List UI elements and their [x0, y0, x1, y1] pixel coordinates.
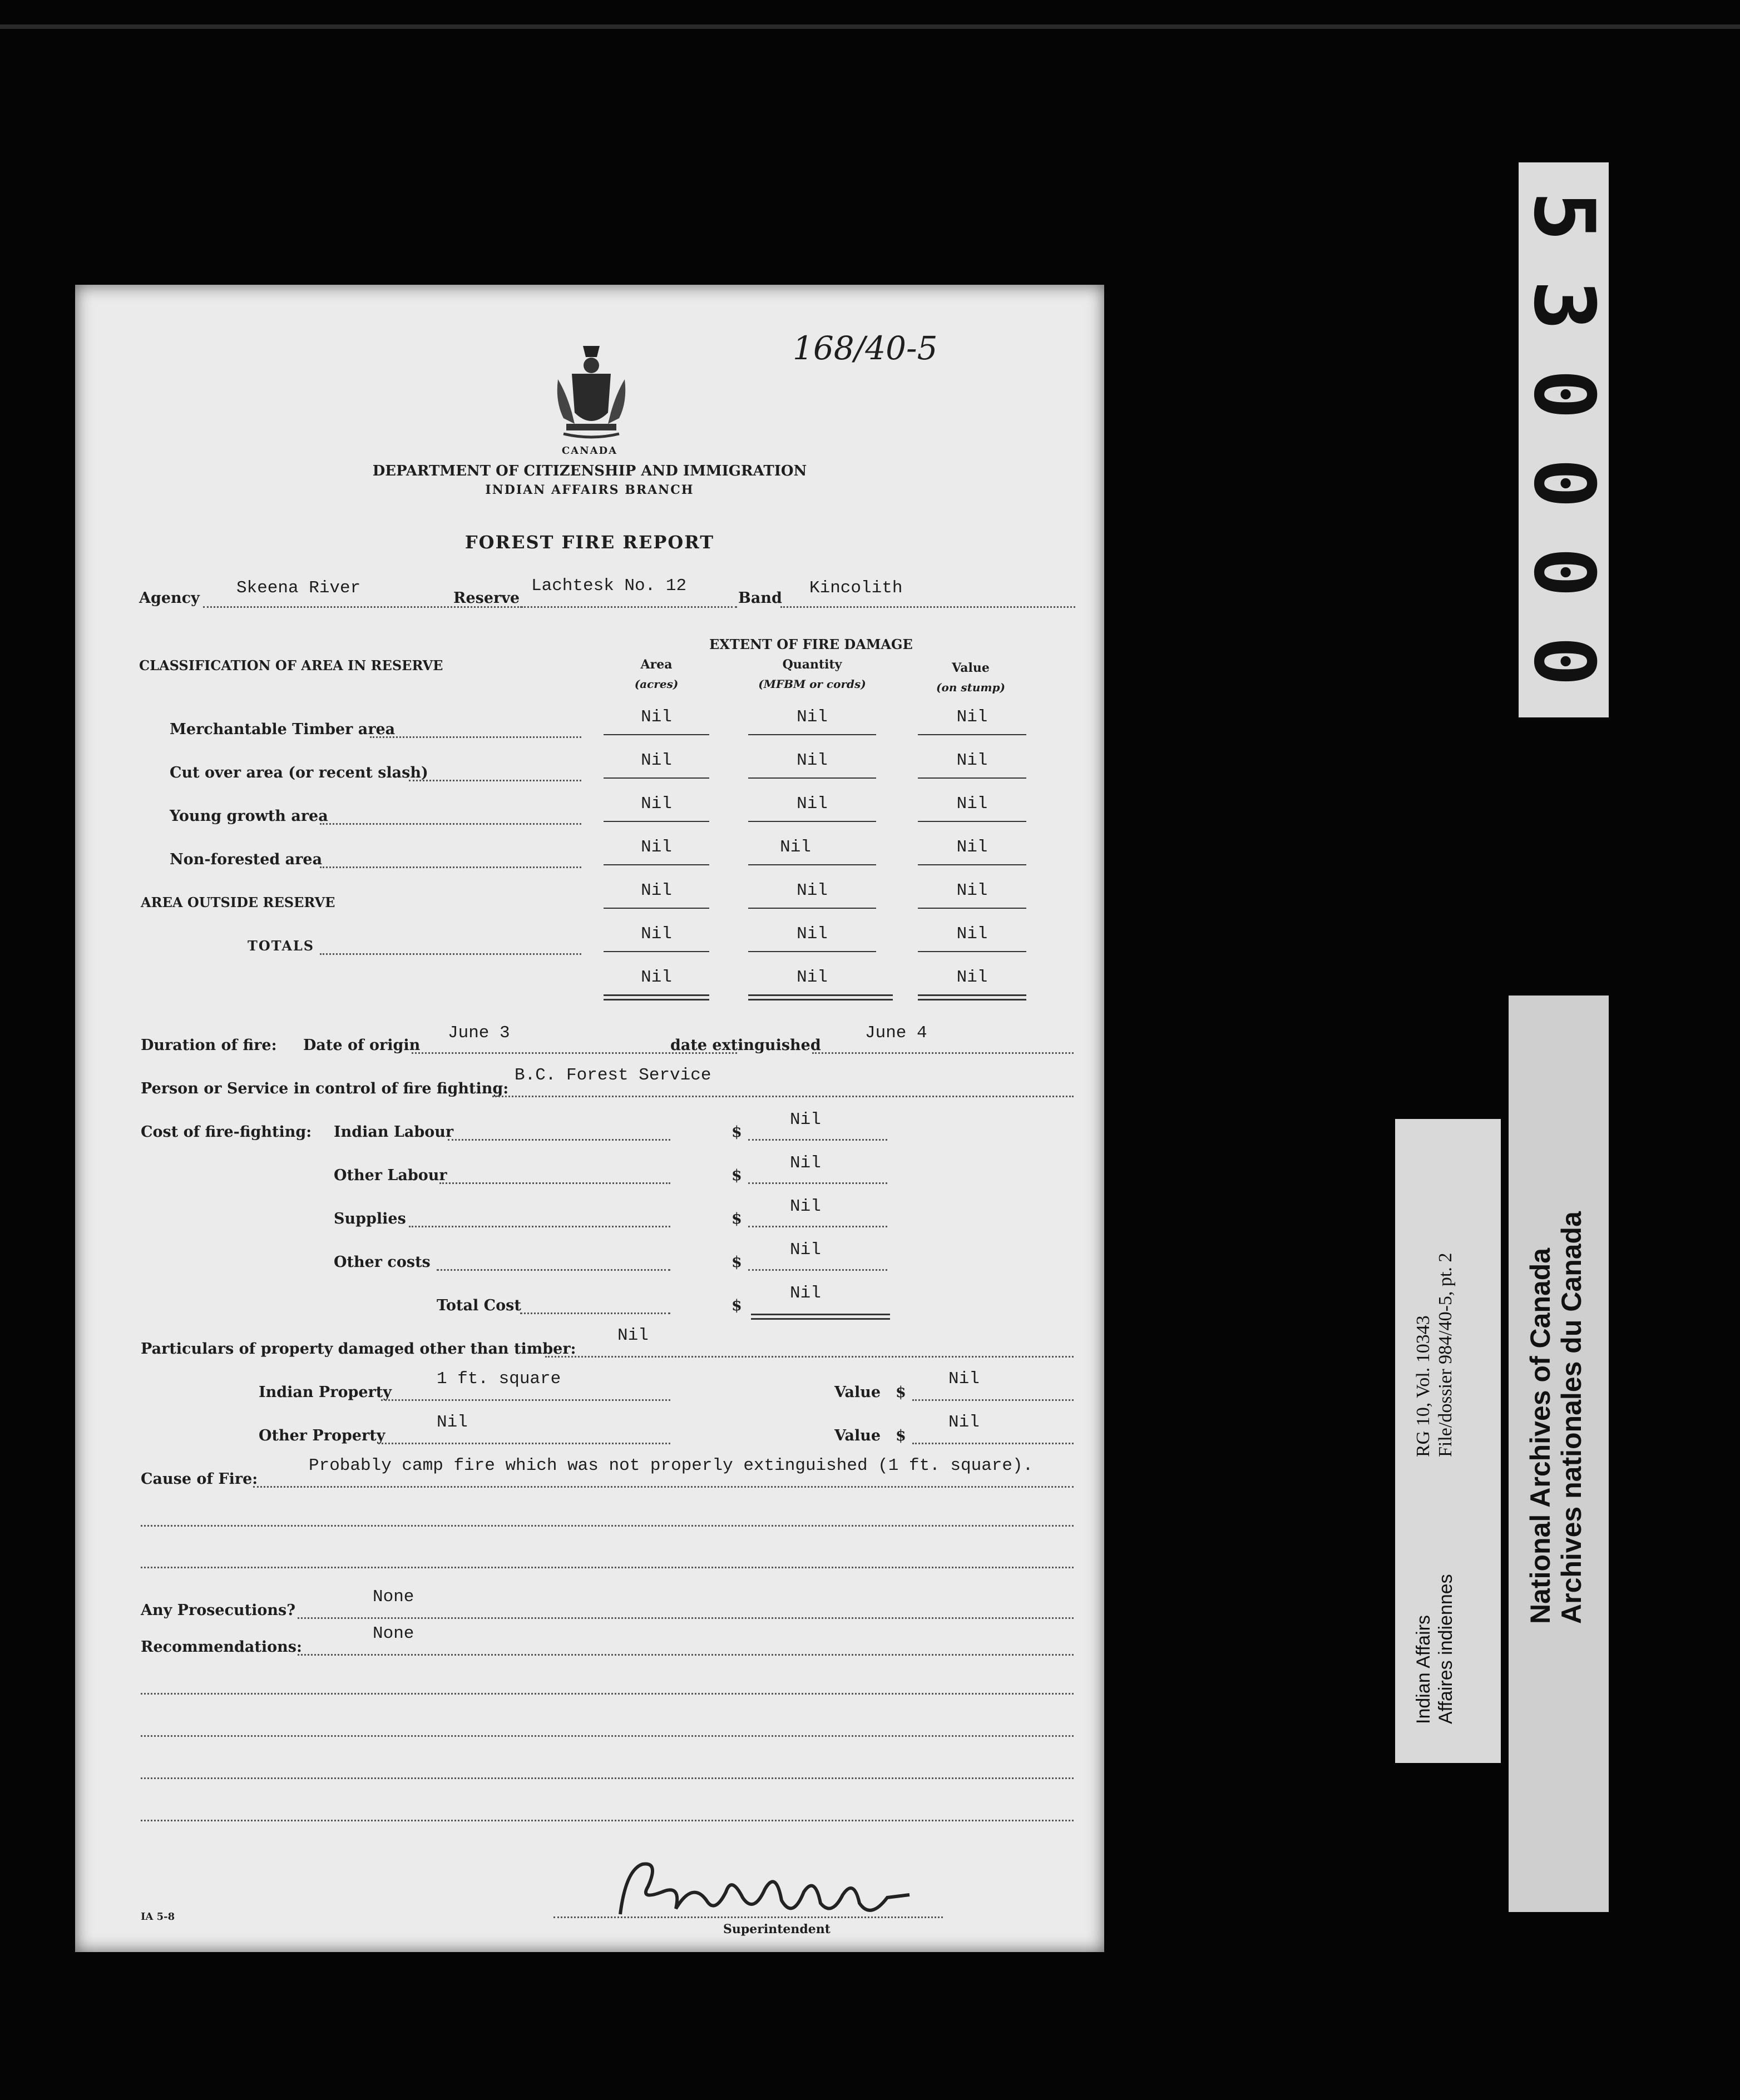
cost-label: Cost of fire-fighting:	[141, 1123, 312, 1141]
frame-digit: 5	[1515, 191, 1612, 242]
prosecutions-value: None	[373, 1587, 414, 1607]
row-label-non-forested: Non-forested area	[170, 851, 323, 868]
other-property-label: Other Property	[259, 1427, 385, 1444]
cost-total-label: Total Cost	[437, 1297, 521, 1314]
other-property-value-label: Value	[834, 1427, 881, 1444]
currency-sign: $	[896, 1427, 906, 1444]
cell-non-forested-area: Nil	[641, 838, 672, 857]
cell-outside-value: Nil	[956, 881, 988, 900]
row-label-totals: TOTALS	[248, 938, 315, 954]
cell-grand-total-value: Nil	[956, 968, 988, 987]
cost-indian-labour-value: Nil	[790, 1110, 821, 1130]
country-label: CANADA	[561, 445, 618, 457]
indian-property-value-label: Value	[834, 1384, 881, 1401]
scanner-edge	[0, 24, 1740, 29]
currency-sign: $	[731, 1167, 742, 1184]
dept-fr: Affaires indiennes	[1435, 1574, 1456, 1724]
file-number: 168/40-5	[793, 329, 938, 367]
cost-other-costs-label: Other costs	[334, 1254, 431, 1271]
signature-label: Superintendent	[723, 1922, 831, 1936]
forest-fire-report-form	[75, 285, 1104, 1952]
cell-young-growth-quantity: Nil	[797, 794, 828, 814]
cell-cut-over-quantity: Nil	[797, 751, 828, 770]
cell-outside-area: Nil	[641, 881, 672, 900]
column-quantity: Quantity	[782, 657, 842, 672]
cost-supplies-value: Nil	[790, 1197, 821, 1216]
recommendations-label: Recommendations:	[141, 1638, 302, 1656]
cell-young-growth-value: Nil	[956, 794, 988, 814]
cost-indian-labour-label: Indian Labour	[334, 1123, 454, 1141]
cell-cut-over-area: Nil	[641, 751, 672, 770]
frame-digit: 0	[1515, 458, 1612, 509]
cell-cut-over-value: Nil	[956, 751, 988, 770]
classification-heading: CLASSIFICATION OF AREA IN RESERVE	[139, 657, 443, 673]
origin-label: Date of origin	[303, 1037, 421, 1054]
form-code: IA 5-8	[141, 1911, 175, 1923]
extent-heading: EXTENT OF FIRE DAMAGE	[709, 636, 913, 652]
reserve-value: Lachtesk No. 12	[531, 576, 687, 596]
cell-merchantable-area: Nil	[641, 707, 672, 727]
currency-sign: $	[731, 1210, 742, 1227]
band-value: Kincolith	[809, 578, 903, 598]
frame-digit: 0	[1515, 369, 1612, 420]
column-quantity-unit: (MFBM or cords)	[758, 677, 866, 691]
property-value: Nil	[617, 1326, 649, 1345]
row-label-outside-reserve: AREA OUTSIDE RESERVE	[141, 894, 335, 910]
cost-total-value: Nil	[790, 1284, 821, 1303]
row-label-young-growth: Young growth area	[170, 808, 328, 825]
agency-label: Agency	[139, 590, 200, 607]
other-property-amount: Nil	[948, 1413, 980, 1432]
cell-grand-total-area: Nil	[641, 968, 672, 987]
row-label-cut-over: Cut over area (or recent slash)	[170, 764, 428, 781]
currency-sign: $	[731, 1123, 742, 1141]
frame-digit: 0	[1515, 636, 1612, 687]
extinguished-value: June 4	[865, 1023, 927, 1043]
control-value: B.C. Forest Service	[515, 1066, 711, 1085]
prosecutions-label: Any Prosecutions?	[141, 1602, 296, 1619]
indian-property-amount: Nil	[948, 1369, 980, 1389]
duration-label: Duration of fire:	[141, 1037, 277, 1054]
file-reference: File/dossier 984/40-5, pt. 2	[1435, 1252, 1456, 1457]
other-property-value: Nil	[437, 1413, 468, 1432]
property-label: Particulars of property damaged other than timber:	[141, 1340, 576, 1358]
branch-label: INDIAN AFFAIRS BRANCH	[485, 483, 694, 497]
currency-sign: $	[896, 1384, 906, 1401]
cost-other-labour-label: Other Labour	[334, 1167, 447, 1184]
cost-other-labour-value: Nil	[790, 1153, 821, 1173]
cell-totals-value: Nil	[956, 924, 988, 944]
cause-label: Cause of Fire:	[141, 1470, 258, 1488]
department-label: DEPARTMENT OF CITIZENSHIP AND IMMIGRATION	[372, 463, 807, 479]
currency-sign: $	[731, 1297, 742, 1314]
cell-outside-quantity: Nil	[797, 881, 828, 900]
extinguished-label: date extinguished	[670, 1037, 821, 1054]
cell-totals-area: Nil	[641, 924, 672, 944]
cell-non-forested-value: Nil	[956, 838, 988, 857]
column-area-unit: (acres)	[634, 677, 679, 691]
frame-digit: 3	[1515, 280, 1612, 331]
column-value: Value	[952, 661, 990, 675]
column-area: Area	[640, 657, 673, 672]
cost-other-costs-value: Nil	[790, 1240, 821, 1260]
cause-value: Probably camp fire which was not properly extinguished (1 ft. square).	[309, 1456, 1034, 1475]
agency-value: Skeena River	[236, 578, 361, 598]
recommendations-value: None	[373, 1624, 414, 1643]
control-label: Person or Service in control of fire fighting:	[141, 1080, 509, 1097]
coat-of-arms-icon	[552, 340, 630, 440]
rg-reference: RG 10, Vol. 10343	[1413, 1315, 1433, 1457]
frame-digit: 0	[1515, 547, 1612, 598]
archives-en: National Archives of Canada	[1525, 1247, 1556, 1624]
origin-value: June 3	[448, 1023, 510, 1043]
row-label-merchantable: Merchantable Timber area	[170, 721, 396, 738]
cell-non-forested-quantity: Nil	[780, 838, 811, 857]
currency-sign: $	[731, 1254, 742, 1271]
dept-en: Indian Affairs	[1413, 1615, 1434, 1724]
cost-supplies-label: Supplies	[334, 1210, 406, 1227]
cell-merchantable-value: Nil	[956, 707, 988, 727]
indian-property-label: Indian Property	[259, 1384, 392, 1401]
column-value-unit: (on stump)	[936, 681, 1005, 694]
cell-grand-total-quantity: Nil	[797, 968, 828, 987]
cell-merchantable-quantity: Nil	[797, 707, 828, 727]
archives-fr: Archives nationales du Canada	[1556, 1211, 1587, 1624]
cell-totals-quantity: Nil	[797, 924, 828, 944]
cell-young-growth-area: Nil	[641, 794, 672, 814]
band-label: Band	[738, 590, 782, 607]
report-title: FOREST FIRE REPORT	[464, 532, 715, 553]
indian-property-value: 1 ft. square	[437, 1369, 561, 1389]
reserve-label: Reserve	[453, 590, 520, 607]
